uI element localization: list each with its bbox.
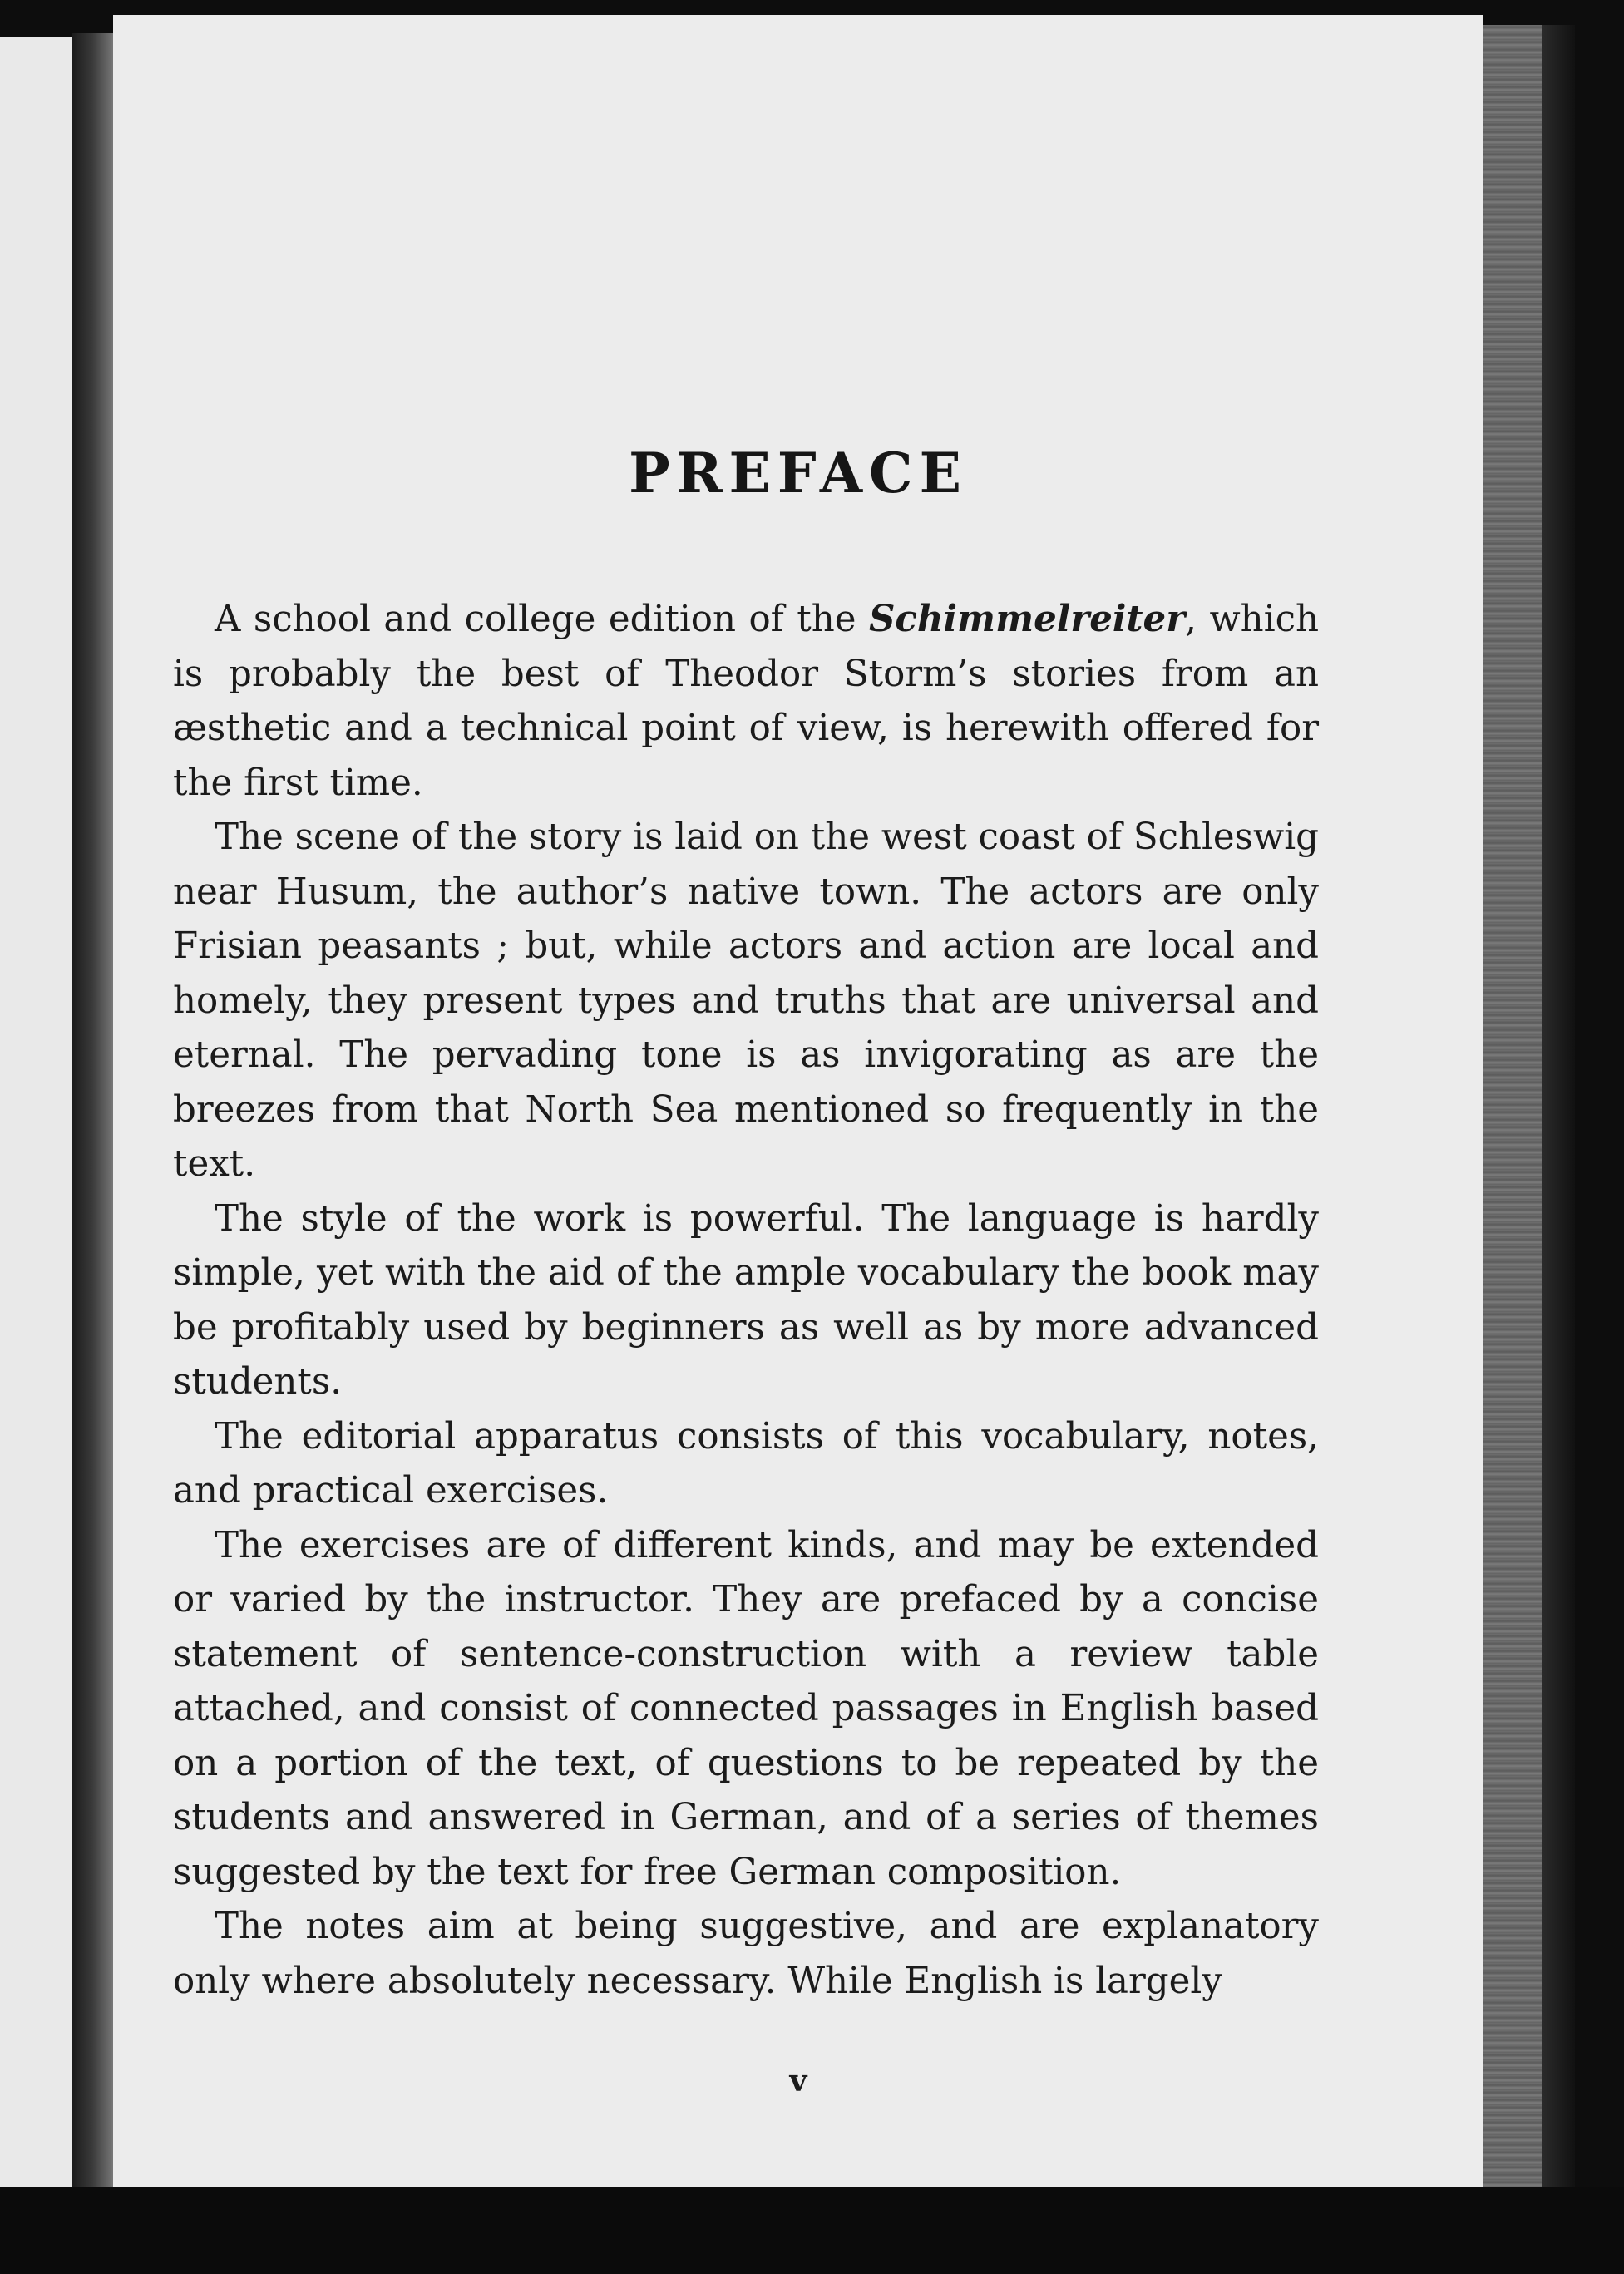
paragraph-4: The editorial apparatus consists of this vocabulary, notes, and practical exercises.: [173, 1415, 1319, 1512]
paragraph-5: The exercises are of different kinds, and may be extended or varied by the instructor. They are prefaced by a concise statement of sentence-construction with a review table attached, and consist of connected passages in English based on a portion of the text, of questions to be repeated by the students and answered in German, and of a series of themes suggested by the text for free German composition.: [173, 1524, 1319, 1893]
bottom-margin-scan: [0, 2187, 1624, 2274]
paragraph-2: The scene of the story is laid on the west coast of Schleswig near Husum, the author’s native town. The actors are only Frisian peasants ; but, while actors and action are local and homely, they present types and truths that are universal and eternal. The pervading tone is as invigorating as are the breezes from that North Sea mentioned so frequently in the text.: [173, 816, 1319, 1185]
facing-page-edge: [0, 37, 77, 2199]
paragraph-1: [173, 592, 1319, 811]
paragraph-6: The notes aim at being suggestive, and are explanatory only where absolutely necessary. While English is largely: [173, 1906, 1319, 2002]
page-block-edge: [1483, 25, 1542, 2187]
page-title: PREFACE: [629, 441, 968, 506]
edge-shadow: [1542, 25, 1575, 2187]
paragraph-3: The style of the work is powerful. The language is hardly simple, yet with the aid of the ample vocabulary the book may be profitably used by beginners as well as by more advanced students.: [173, 1197, 1319, 1403]
preface-body: [173, 592, 1319, 2009]
paragraph-1-end: , which is probably the best of Theodor Storm’s stories from an æsthetic and a technical point of view, is herewith offered for the first time.: [173, 599, 1319, 804]
book-title-emphasis: Schimmelreiter: [869, 598, 1186, 640]
page-number: v: [789, 2064, 807, 2099]
paragraph-1-start: A school and college edition of the: [215, 599, 869, 640]
